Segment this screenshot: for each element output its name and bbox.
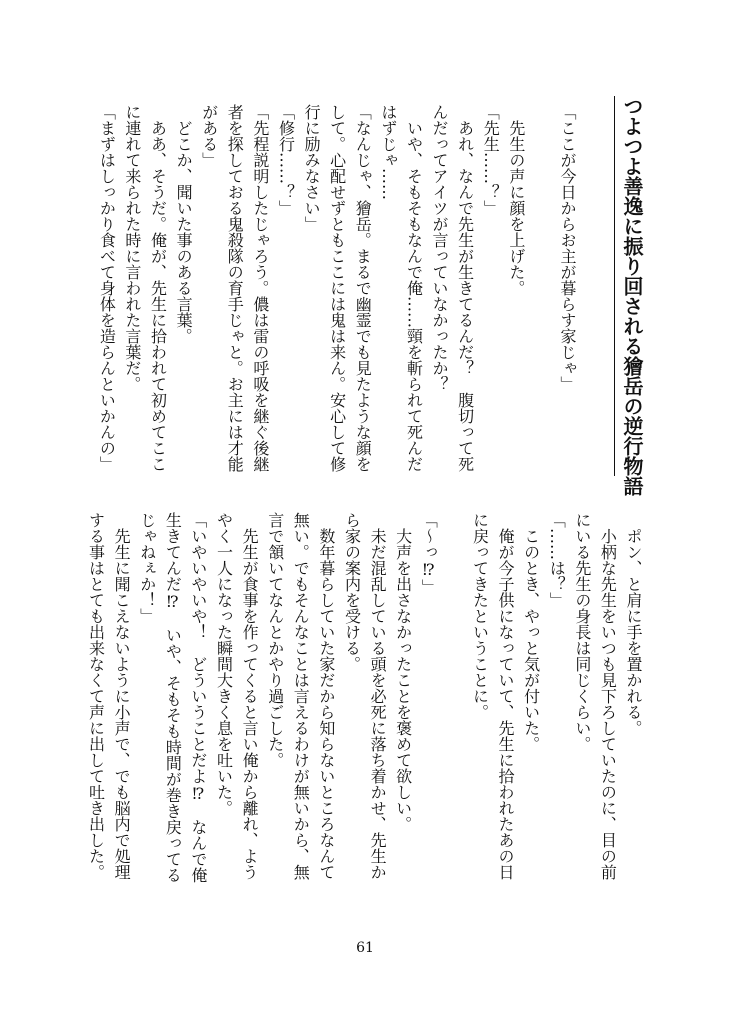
text-line: 行に励みなさい」 xyxy=(302,104,322,232)
text-line: あれ、なんで先生が生きてるんだ？ 腹切って死 xyxy=(455,104,475,472)
text-line: 先生の声に顔を上げた。 xyxy=(506,104,526,296)
text-line: 者を探しておる鬼殺隊の育手じゃと。お主には才能 xyxy=(225,104,245,472)
text-line: 俺が今子供になっていて、先生に拾われたあの日 xyxy=(496,512,516,880)
text-line: んだってアイツが言っていなかったか？ xyxy=(430,104,450,392)
text-line: 「……は？」 xyxy=(547,512,567,608)
lower-text-block xyxy=(86,512,646,912)
text-line: ああ、そうだ。俺が、先生に拾われて初めてここ xyxy=(148,104,168,472)
text-line: いや、そもそもなんで俺……頸を斬られて死んだ xyxy=(404,104,424,472)
text-line: どこか、聞いた事のある言葉。 xyxy=(174,104,194,344)
text-line: 言で頷いてなんとかやり過ごした。 xyxy=(265,512,285,768)
text-line: このとき、やっと気が付いた。 xyxy=(521,512,541,752)
text-line: 先生が食事を作ってくると言い俺から離れ、よう xyxy=(240,512,260,880)
text-line: 先生に聞こえないように小声で、でも脳内で処理 xyxy=(112,512,132,880)
text-line: はずじゃ…… xyxy=(378,104,398,200)
text-line: 未だ混乱している頭を必死に落ち着かせ、先生か xyxy=(368,512,388,880)
text-line: 「なんじゃ、獪岳。まるで幽霊でも見たような顔を xyxy=(353,104,373,472)
chapter-title: つよつよ善逸に振り回される獪岳の逆行物語 xyxy=(614,96,647,476)
text-line: して。心配せずともここには鬼は来ん。安心して修 xyxy=(327,104,347,472)
text-line: ら家の案内を受ける。 xyxy=(342,512,362,672)
text-line: にいる先生の身長は同じくらい。 xyxy=(572,512,592,752)
text-line xyxy=(441,512,467,912)
text-line: 「ここが今日からお主が暮らす家じゃ」 xyxy=(558,104,577,392)
text-line: 「修行……？」 xyxy=(276,104,296,216)
text-line: 「いやいやいや！ どういうことだよ⁉ なんで俺 xyxy=(188,512,208,883)
text-line: 大声を出さなかったことを褒めて欲しい。 xyxy=(393,512,413,832)
text-line xyxy=(529,104,555,489)
text-line: 「まずはしっかり食べて身体を造らんといかんの」 xyxy=(97,104,117,472)
text-line: 生きてんだ⁉ いや、そもそも時間が巻き戻ってる xyxy=(163,512,183,883)
text-line: 数年暮らしていた家だから知らないところなんて xyxy=(316,512,336,880)
text-line: 小柄な先生をいつも見下ろしていたのに、目の前 xyxy=(598,512,618,880)
text-line: じゃねぇか！」 xyxy=(137,512,157,624)
text-line: 「先程説明したじゃろう。儂は雷の呼吸を継ぐ後継 xyxy=(250,104,270,472)
text-line: やく一人になった瞬間大きく息を吐いた。 xyxy=(214,512,234,816)
text-line: 「先生……？」 xyxy=(481,104,501,216)
text-line: する事はとても出来なくて声に出して吐き出した。 xyxy=(86,512,106,880)
text-line: 「〜っ⁉」 xyxy=(419,512,439,595)
text-line: に戻ってきたということに。 xyxy=(470,512,490,720)
text-line: に連れて来られた時に言われた言葉だ。 xyxy=(122,104,142,392)
page-number: 61 xyxy=(356,940,374,956)
text-line: ポン、と肩に手を置かれる。 xyxy=(624,512,643,736)
text-line: 無い。でもそんなことは言えるわけが無いから、無 xyxy=(291,512,311,880)
text-line: がある」 xyxy=(199,104,219,168)
upper-text-block xyxy=(94,104,580,489)
